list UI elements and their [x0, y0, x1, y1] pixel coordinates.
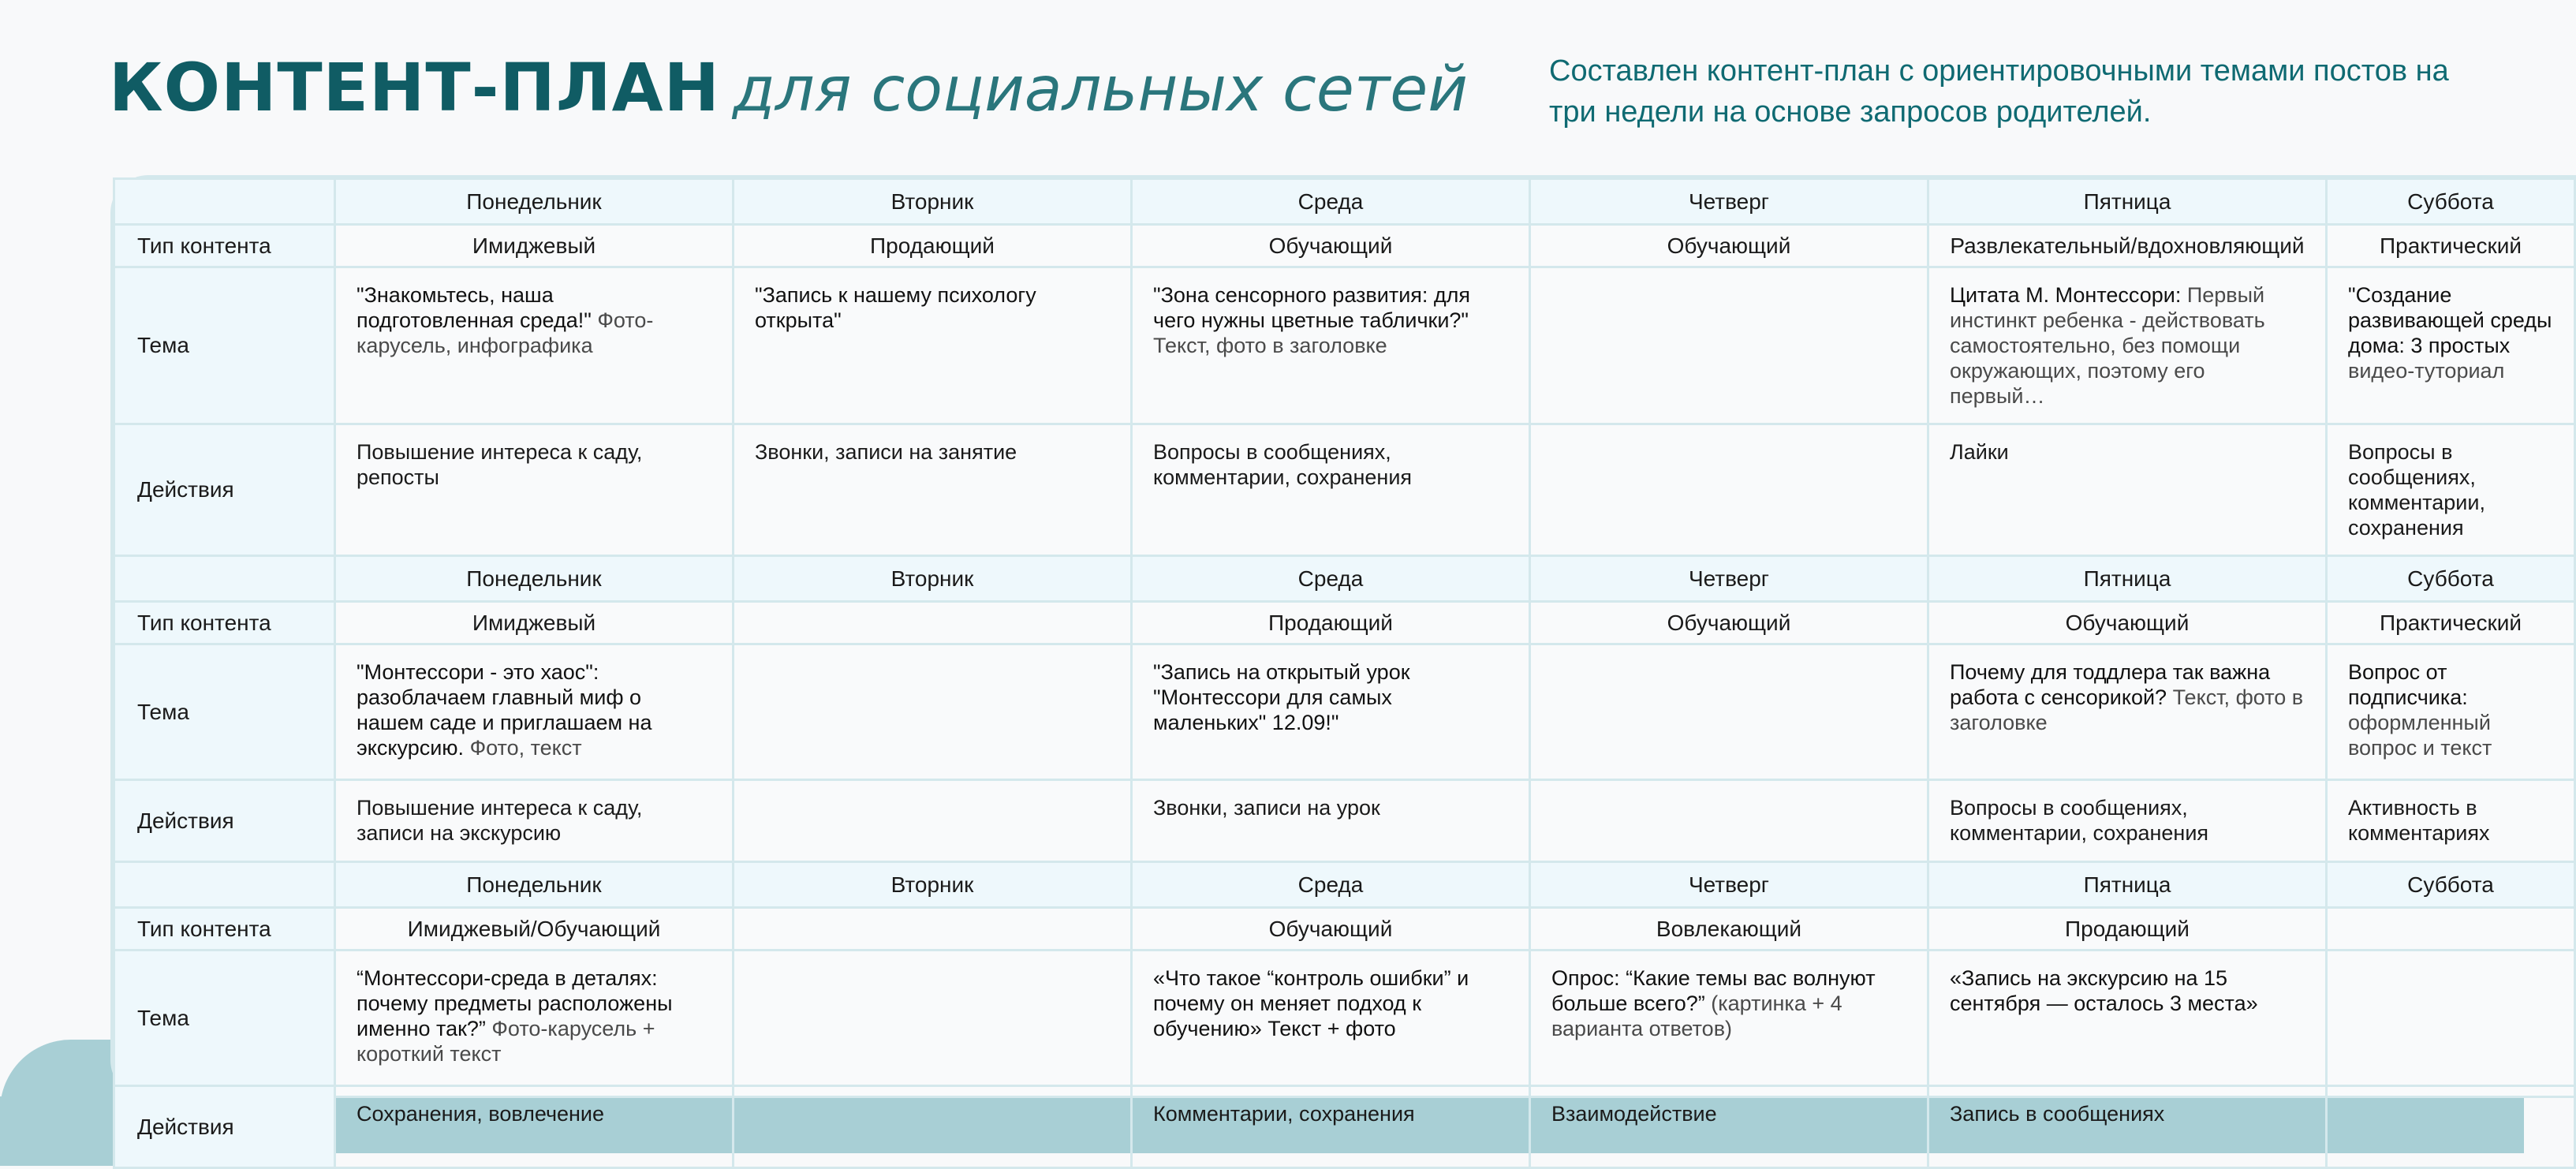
plan-grid	[113, 177, 2576, 1169]
content-type-cell: Обучающий	[1530, 602, 1928, 644]
topic-cell	[1928, 951, 2327, 1086]
day-header: Четверг	[1530, 179, 1928, 225]
week-2-actions-row	[114, 780, 2575, 862]
content-type-cell: Обучающий	[1132, 225, 1530, 267]
week-1-type-row	[114, 225, 2575, 267]
content-type-cell: Продающий	[1132, 602, 1530, 644]
week-1-days-row	[114, 179, 2575, 225]
topic-cell	[1132, 644, 1530, 780]
row-label-topic: Тема	[114, 644, 335, 780]
content-type-cell: Обучающий	[1530, 225, 1928, 267]
action-cell: Взаимодействие	[1530, 1086, 1928, 1168]
week-3-days-row	[114, 862, 2575, 908]
topic-title: "Запись на открытый урок "Монтессори для самых маленьких" 12.09!"	[1153, 660, 1410, 734]
topic-title: Опрос: “Какие темы вас волнуют больше всего?”	[1551, 966, 1876, 1015]
topic-title: "Знакомьтесь, наша подготовленная среда!"	[357, 283, 592, 332]
topic-format: Фото-карусель, инфографика	[357, 308, 654, 357]
content-type-cell	[734, 602, 1132, 644]
day-header: Суббота	[2327, 179, 2575, 225]
week-1-topic-row	[114, 267, 2575, 424]
action-cell	[734, 780, 1132, 862]
day-header: Пятница	[1928, 862, 2327, 908]
action-cell: Звонки, записи на урок	[1132, 780, 1530, 862]
topic-title: Почему для тоддлера так важна работа с сенсорикой?	[1950, 660, 2271, 709]
week-2-type-row	[114, 602, 2575, 644]
topic-title: "Запись к нашему психологу открыта"	[755, 283, 1036, 332]
content-type-cell: Обучающий	[1132, 908, 1530, 951]
row-label-actions: Действия	[114, 780, 335, 862]
topic-cell	[734, 951, 1132, 1086]
topic-format: Первый инстинкт ребенка - действовать самостоятельно, без помощи окружающих, поэтому его первый…	[1950, 283, 2265, 408]
topic-cell	[1530, 267, 1928, 424]
content-type-cell: Имиджевый	[335, 225, 734, 267]
topic-format: Фото, текст	[464, 736, 582, 760]
action-cell: Вопросы в сообщениях, комментарии, сохранения	[2327, 424, 2575, 556]
action-cell	[1530, 424, 1928, 556]
topic-cell	[734, 267, 1132, 424]
topic-format: (картинка + 4 варианта ответов)	[1551, 992, 1842, 1040]
action-cell: Вопросы в сообщениях, комментарии, сохранения	[1928, 780, 2327, 862]
content-type-cell: Практический	[2327, 602, 2575, 644]
corner-cell	[114, 556, 335, 602]
content-type-cell: Имиджевый	[335, 602, 734, 644]
row-label-type: Тип контента	[114, 908, 335, 951]
topic-title: Цитата М. Монтессори:	[1950, 283, 2182, 307]
topic-title: «Запись на экскурсию на 15 сентября — осталось 3 места»	[1950, 966, 2258, 1015]
day-header: Понедельник	[335, 179, 734, 225]
week-3-topic-row	[114, 951, 2575, 1086]
topic-title: "Монтессори - это хаос": разоблачаем главный миф о нашем саде и приглашаем на экскурсию.	[357, 660, 652, 760]
row-label-topic: Тема	[114, 267, 335, 424]
topic-cell	[335, 951, 734, 1086]
action-cell: Повышение интереса к саду, записи на экскурсию	[335, 780, 734, 862]
action-cell: Лайки	[1928, 424, 2327, 556]
content-type-cell: Вовлекающий	[1530, 908, 1928, 951]
topic-cell	[2327, 644, 2575, 780]
week-2-days-row	[114, 556, 2575, 602]
title-bold: КОНТЕНТ-ПЛАН	[109, 49, 720, 126]
day-header: Вторник	[734, 862, 1132, 908]
row-label-actions: Действия	[114, 424, 335, 556]
intro-text: Составлен контент-план с ориентировочными темами постов на три недели на основе запросов родителей.	[1549, 54, 2449, 129]
topic-cell	[335, 644, 734, 780]
action-cell: Вопросы в сообщениях, комментарии, сохранения	[1132, 424, 1530, 556]
topic-cell	[2327, 267, 2575, 424]
day-header: Четверг	[1530, 862, 1928, 908]
row-label-actions: Действия	[114, 1086, 335, 1168]
day-header: Вторник	[734, 179, 1132, 225]
topic-format: Фото-карусель + короткий текст	[357, 1017, 655, 1066]
day-header: Суббота	[2327, 556, 2575, 602]
row-label-type: Тип контента	[114, 602, 335, 644]
topic-cell	[1928, 267, 2327, 424]
page-title	[109, 49, 1468, 126]
action-cell	[1530, 780, 1928, 862]
day-header: Среда	[1132, 862, 1530, 908]
action-cell: Комментарии, сохранения	[1132, 1086, 1530, 1168]
content-type-cell: Продающий	[734, 225, 1132, 267]
day-header: Понедельник	[335, 556, 734, 602]
day-header: Вторник	[734, 556, 1132, 602]
action-cell	[734, 1086, 1132, 1168]
topic-title: Вопрос от подписчика:	[2348, 660, 2468, 709]
corner-cell	[114, 179, 335, 225]
topic-format: оформленный вопрос и текст	[2348, 711, 2492, 760]
action-cell	[2327, 1086, 2575, 1168]
topic-cell	[1530, 951, 1928, 1086]
topic-cell	[335, 267, 734, 424]
topic-cell	[1530, 644, 1928, 780]
topic-format: Текст, фото в заголовке	[1950, 685, 2304, 734]
row-label-topic: Тема	[114, 951, 335, 1086]
day-header: Суббота	[2327, 862, 2575, 908]
content-plan-table	[110, 175, 2576, 1139]
content-type-cell: Имиджевый/Обучающий	[335, 908, 734, 951]
action-cell: Повышение интереса к саду, репосты	[335, 424, 734, 556]
day-header: Понедельник	[335, 862, 734, 908]
topic-title: “Монтессори-среда в деталях: почему предметы расположены именно так?”	[357, 966, 673, 1040]
day-header: Среда	[1132, 556, 1530, 602]
week-1-actions-row	[114, 424, 2575, 556]
topic-format: видео-туториал	[2348, 359, 2505, 383]
day-header: Пятница	[1928, 556, 2327, 602]
week-3-type-row	[114, 908, 2575, 951]
week-2-topic-row	[114, 644, 2575, 780]
day-header: Пятница	[1928, 179, 2327, 225]
content-type-cell: Практический	[2327, 225, 2575, 267]
topic-cell	[2327, 951, 2575, 1086]
content-type-cell: Обучающий	[1928, 602, 2327, 644]
topic-title: "Зона сенсорного развития: для чего нужны цветные таблички?"	[1153, 283, 1471, 332]
week-3-actions-row	[114, 1086, 2575, 1168]
content-type-cell	[734, 908, 1132, 951]
topic-cell	[1928, 644, 2327, 780]
action-cell: Запись в сообщениях	[1928, 1086, 2327, 1168]
content-type-cell: Продающий	[1928, 908, 2327, 951]
row-label-type: Тип контента	[114, 225, 335, 267]
day-header: Среда	[1132, 179, 1530, 225]
topic-title: "Создание развивающей среды дома: 3 простых	[2348, 283, 2552, 357]
topic-cell	[734, 644, 1132, 780]
title-light: для социальных сетей	[732, 54, 1468, 125]
topic-format: Текст, фото в заголовке	[1153, 334, 1387, 357]
content-type-cell: Развлекательный/вдохновляющий	[1928, 225, 2327, 267]
corner-cell	[114, 862, 335, 908]
topic-cell	[1132, 951, 1530, 1086]
content-type-cell	[2327, 908, 2575, 951]
day-header: Четверг	[1530, 556, 1928, 602]
action-cell: Звонки, записи на занятие	[734, 424, 1132, 556]
action-cell: Сохранения, вовлечение	[335, 1086, 734, 1168]
action-cell: Активность в комментариях	[2327, 780, 2575, 862]
topic-cell	[1132, 267, 1530, 424]
topic-title: «Что такое “контроль ошибки” и почему он меняет подход к обучению» Текст + фото	[1153, 966, 1469, 1040]
